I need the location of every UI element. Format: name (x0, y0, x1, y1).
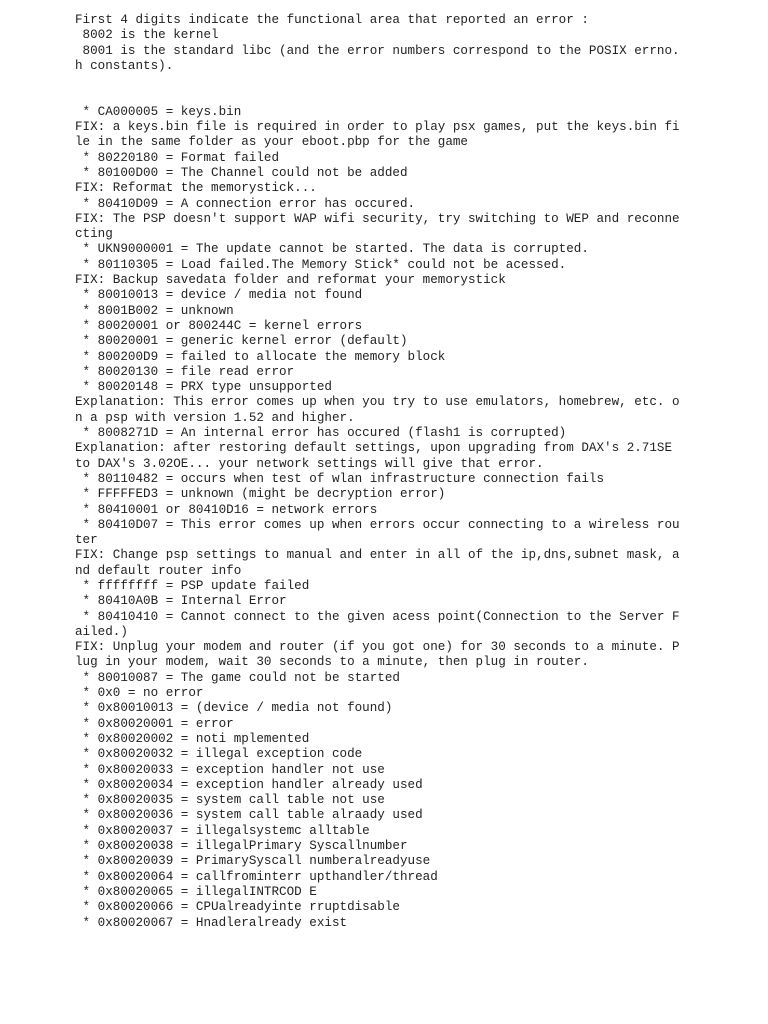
text-line: * 80020001 or 800244C = kernel errors (75, 318, 363, 333)
text-line: * 80010013 = device / media not found (75, 288, 363, 303)
text-line: lug in your modem, wait 30 seconds to a minute, then plug in router. (75, 655, 589, 670)
text-line: * 0x80020002 = noti mplemented (75, 731, 310, 746)
text-line: * FFFFFED3 = unknown (might be decryption error) (75, 487, 446, 502)
text-line: to DAX's 3.02OE... your network settings will give that error. (75, 456, 544, 471)
text-line: * 0x80020037 = illegalsystemc alltable (75, 823, 370, 838)
text-line: cting (75, 227, 113, 242)
text-line: * 0x80020033 = exception handler not use (75, 762, 385, 777)
text-line: * 80020001 = generic kernel error (default) (75, 334, 408, 349)
text-line: * 800200D9 = failed to allocate the memory block (75, 349, 446, 364)
text-line: * 80100D00 = The Channel could not be added (75, 165, 408, 180)
text-line: 8002 is the kernel (75, 28, 219, 43)
text-line: * 0x80020067 = Hnadleralready exist (75, 915, 348, 930)
text-line: * 80220180 = Format failed (75, 150, 280, 165)
text-line: nd default router info (75, 563, 242, 578)
text-line: le in the same folder as your eboot.pbp for the game (75, 135, 468, 150)
text-line: * 80410001 or 80410D16 = network errors (75, 502, 378, 517)
text-line (75, 89, 755, 104)
text-line: ailed.) (75, 624, 128, 639)
text-line: 8001 is the standard libc (and the error numbers correspond to the POSIX errno. (75, 43, 680, 58)
text-line: * CA000005 = keys.bin (75, 104, 242, 119)
text-line: * 80010087 = The game could not be started (75, 670, 400, 685)
text-line: n a psp with version 1.52 and higher. (75, 410, 355, 425)
text-line: * UKN9000001 = The update cannot be started. The data is corrupted. (75, 242, 589, 257)
text-line: FIX: Unplug your modem and router (if you got one) for 30 seconds to a minute. P (75, 640, 680, 655)
text-line: * 8008271D = An internal error has occured (flash1 is corrupted) (75, 426, 567, 441)
text-line: * 80110482 = occurs when test of wlan infrastructure connection fails (75, 471, 605, 486)
document-body (75, 13, 755, 931)
text-line: * 0x0 = no error (75, 686, 204, 701)
text-line: FIX: Change psp settings to manual and enter in all of the ip,dns,subnet mask, a (75, 548, 680, 563)
text-line: * 80410D07 = This error comes up when errors occur connecting to a wireless rou (75, 517, 680, 532)
text-line: * 0x80020064 = callfrominterr upthandler/thread (75, 869, 438, 884)
text-line: * 0x80020035 = system call table not use (75, 793, 385, 808)
text-line: ter (75, 533, 98, 548)
text-line: * 0x80020039 = PrimarySyscall numberalreadyuse (75, 854, 431, 869)
text-line: * 80410D09 = A connection error has occured. (75, 196, 416, 211)
text-line: * 0x80020065 = illegalINTRCOD E (75, 884, 317, 899)
text-line: h constants). (75, 58, 174, 73)
text-line: * 0x80020036 = system call table alraady used (75, 808, 423, 823)
text-line: * 0x80020001 = error (75, 716, 234, 731)
text-line: * 80020148 = PRX type unsupported (75, 380, 332, 395)
text-line: FIX: The PSP doesn't support WAP wifi security, try switching to WEP and reconne (75, 211, 680, 226)
text-line: * 80110305 = Load failed.The Memory Stick* could not be acessed. (75, 257, 567, 272)
text-line: Explanation: This error comes up when you try to use emulators, homebrew, etc. o (75, 395, 680, 410)
text-line: FIX: Reformat the memorystick... (75, 181, 317, 196)
text-line: First 4 digits indicate the functional area that reported an error : (75, 13, 589, 27)
text-line: FIX: a keys.bin file is required in order to play psx games, put the keys.bin fi (75, 120, 680, 135)
text-line: FIX: Backup savedata folder and reformat your memorystick (75, 273, 506, 288)
text-line: * 80020130 = file read error (75, 364, 295, 379)
text-line: * ffffffff = PSP update failed (75, 578, 310, 593)
text-line: * 8001B002 = unknown (75, 303, 234, 318)
text-line (75, 74, 755, 89)
text-line: * 0x80020038 = illegalPrimary Syscallnumber (75, 839, 408, 854)
text-line: * 80410410 = Cannot connect to the given acess point(Connection to the Server F (75, 609, 680, 624)
text-line: * 0x80020032 = illegal exception code (75, 747, 363, 762)
text-line: * 0x80020034 = exception handler already used (75, 777, 423, 792)
text-line: * 0x80020066 = CPUalreadyinte rruptdisable (75, 900, 400, 915)
text-line: Explanation: after restoring default settings, upon upgrading from DAX's 2.71SE (75, 441, 673, 456)
text-line: * 80410A0B = Internal Error (75, 594, 287, 609)
text-line: * 0x80010013 = (device / media not found) (75, 701, 393, 716)
